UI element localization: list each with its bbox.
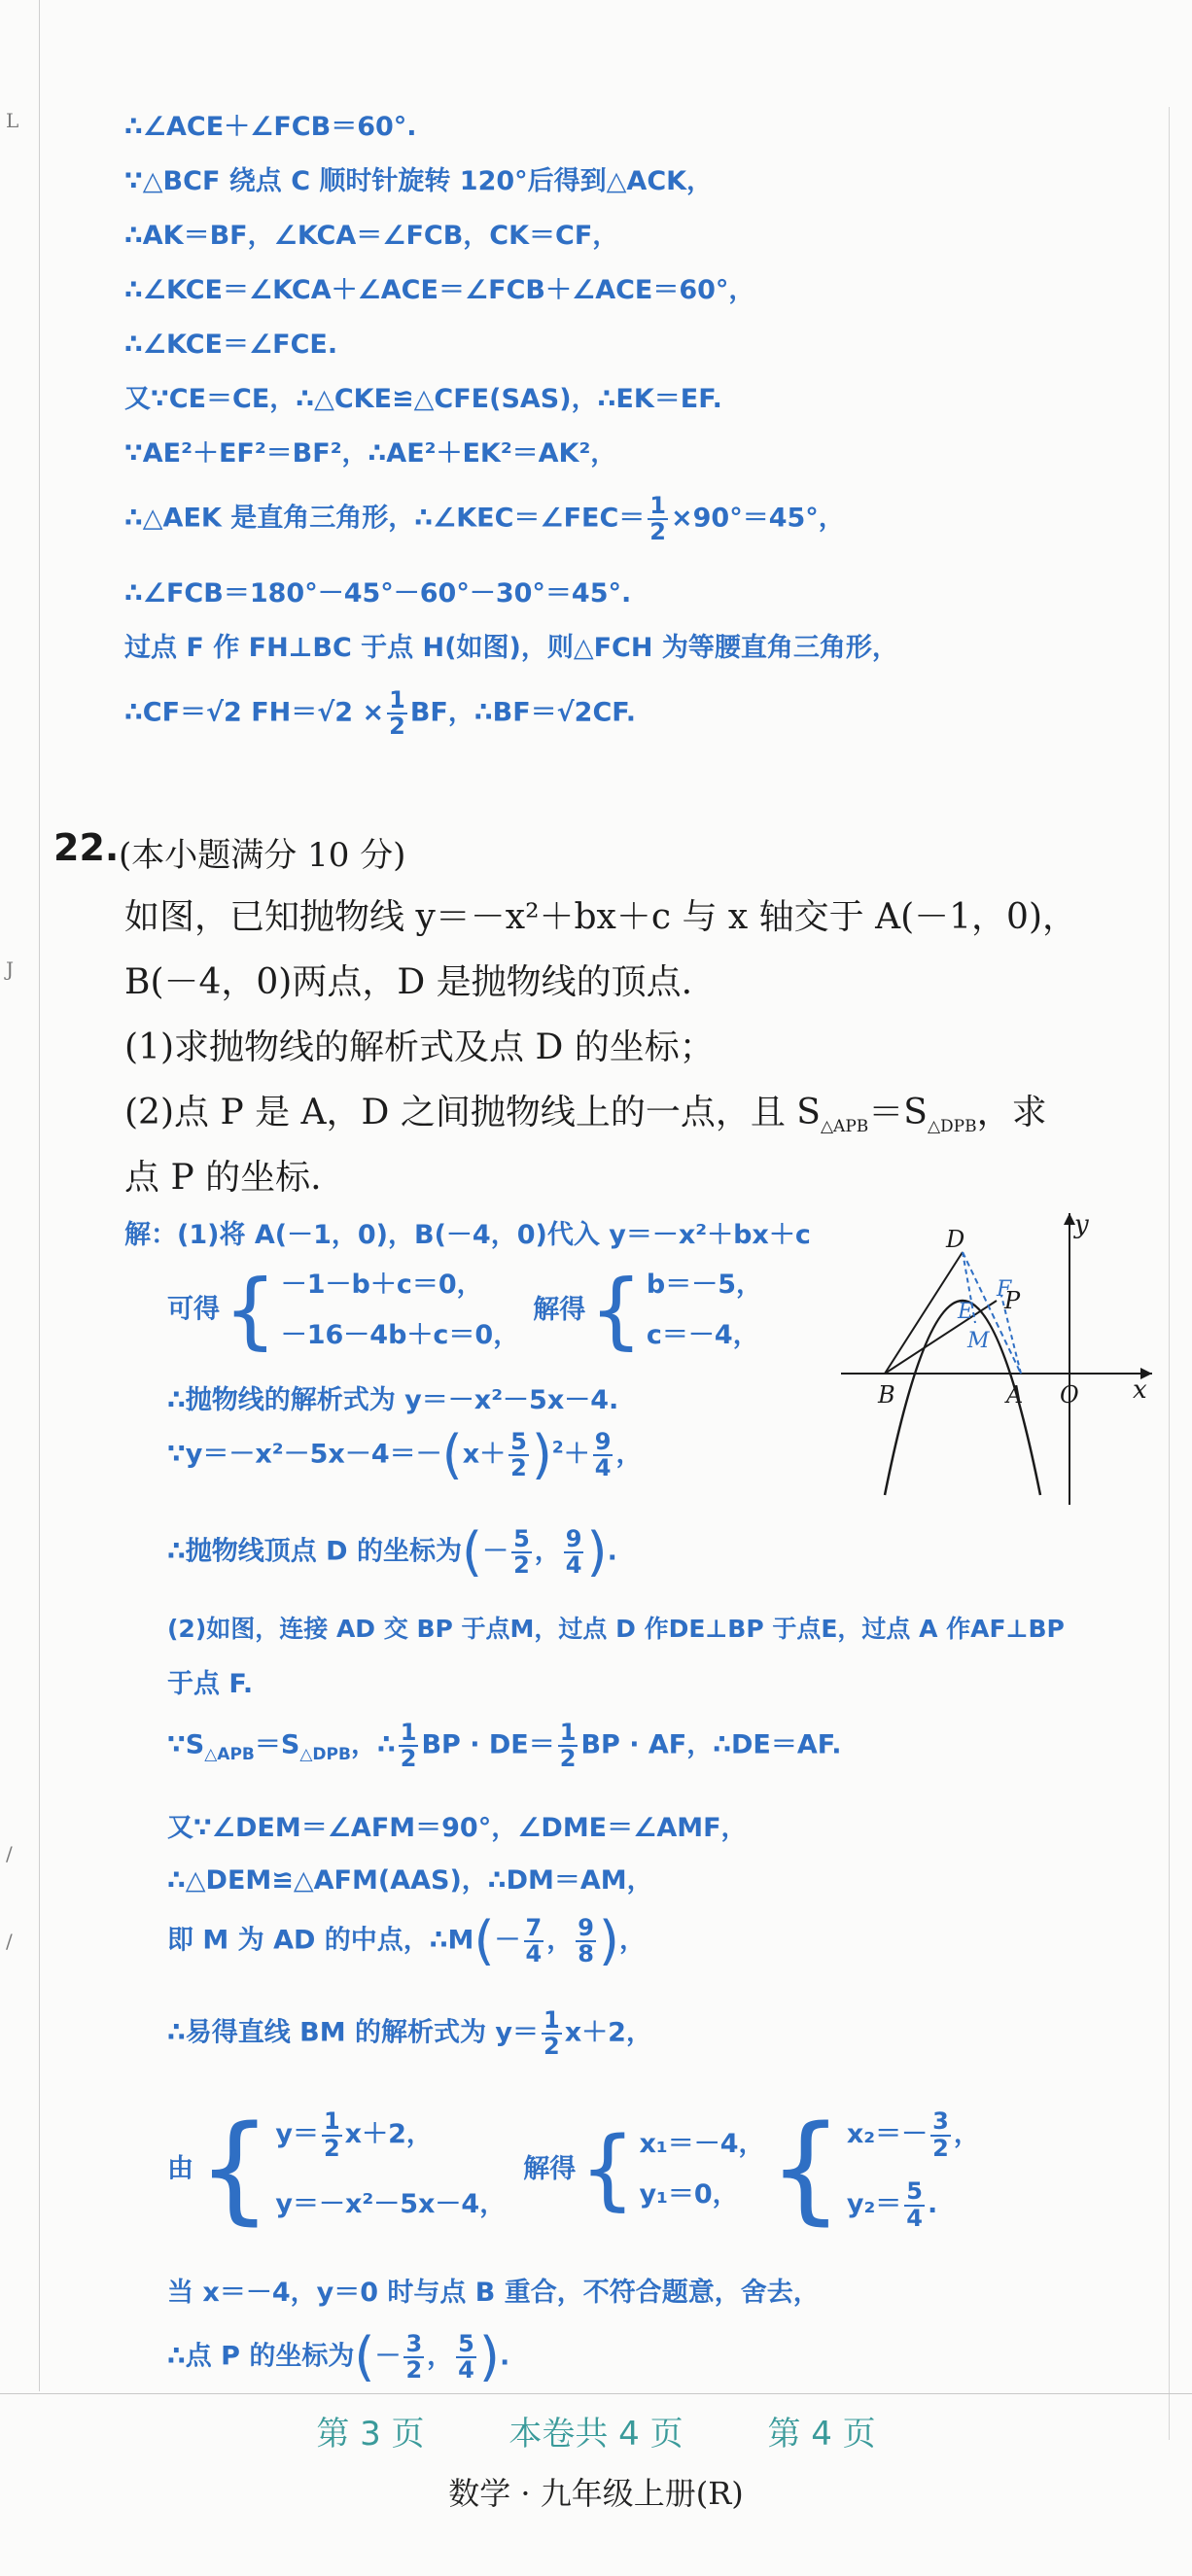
- numerator: 9: [578, 1913, 594, 1941]
- numerator: 7: [525, 1913, 543, 1941]
- subscript: △DPB: [299, 1745, 351, 1765]
- denominator: 8: [578, 1940, 594, 1967]
- fraction: [576, 1913, 596, 1967]
- text: ，: [534, 1536, 561, 1567]
- denominator: 4: [458, 2356, 474, 2384]
- solution-line-fraction: [124, 688, 636, 739]
- answer-intro: 解：(1)将 A(－1，0)，B(－4，0)代入 y＝－x²＋bx＋c: [124, 1220, 811, 1250]
- solution-line: ∴∠KCE＝∠FCE.: [124, 330, 338, 360]
- line-bm: [167, 2008, 652, 2059]
- margin-mark: /: [6, 1930, 13, 1953]
- text: ，: [615, 1439, 643, 1470]
- text: －: [374, 2341, 402, 2372]
- subscript: △APB: [820, 1117, 869, 1137]
- total-pages: 本卷共 4 页: [508, 2415, 684, 2454]
- text: ＝S: [254, 1729, 300, 1760]
- congruent-line: ∴△DEM≌△AFM(AAS)，∴DM＝AM，: [167, 1865, 653, 1896]
- numerator: 1: [400, 1719, 417, 1746]
- subscript: △DPB: [927, 1117, 977, 1137]
- text: x＋2，: [344, 2119, 433, 2149]
- question-part-2-line2: 点 P 的坐标.: [124, 1158, 322, 1198]
- numerator: 5: [458, 2329, 474, 2357]
- denominator: 2: [400, 1745, 417, 1773]
- page-edge-right: [1169, 107, 1170, 2440]
- paren: ): [598, 1910, 619, 1971]
- text: ，: [619, 1925, 646, 1956]
- solution: x₁＝－4，: [639, 2129, 765, 2159]
- solution: y₁＝0，: [639, 2179, 739, 2210]
- equation: －1－b＋c＝0，: [280, 1270, 483, 1300]
- fraction-half: [399, 1721, 419, 1771]
- system-equations: [275, 2100, 506, 2240]
- text: ∴CF＝√2 FH＝√2 ×: [124, 697, 385, 728]
- margin-mark: J: [6, 957, 15, 981]
- text: ∵y＝－x²－5x－4＝－: [167, 1439, 442, 1470]
- text: －: [482, 1536, 509, 1567]
- fraction-half: [387, 688, 407, 739]
- fraction: [593, 1427, 614, 1481]
- text: .: [928, 2189, 938, 2219]
- left-brace: {: [768, 2102, 843, 2237]
- fraction: [511, 1524, 532, 1579]
- margin-mark: L: [6, 109, 19, 132]
- denominator: 2: [323, 2134, 340, 2162]
- text: ，: [953, 2119, 980, 2149]
- text: ×90°＝45°，: [671, 503, 845, 534]
- denominator: 4: [594, 1454, 612, 1481]
- fraction: [403, 2329, 424, 2384]
- denominator: 2: [559, 1745, 577, 1773]
- angle-line: 又∵∠DEM＝∠AFM＝90°，∠DME＝∠AMF，: [167, 1813, 748, 1843]
- fraction-half: [322, 2109, 342, 2160]
- text: ，: [546, 1925, 574, 1956]
- text: y₂＝: [846, 2189, 902, 2219]
- fraction-half: [558, 1721, 578, 1771]
- solution-line: ∵△BCF 绕点 C 顺时针旋转 120°后得到△ACK，: [124, 166, 714, 196]
- paren: (: [441, 1424, 463, 1485]
- left-brace: {: [579, 2118, 636, 2220]
- equation: y＝－x²－5x－4，: [275, 2189, 507, 2219]
- fraction: [930, 2109, 951, 2160]
- part2-line: (2)如图，连接 AD 交 BP 于点M，过点 D 作DE⊥BP 于点E，过点 A 作AF⊥BP: [167, 1615, 1065, 1643]
- text: BP · DE＝: [421, 1729, 555, 1760]
- reject-line: 当 x＝－4，y＝0 时与点 B 重合，不符合题意，舍去，: [167, 2278, 820, 2308]
- denominator: 2: [649, 518, 666, 546]
- text: ，: [427, 2341, 454, 2372]
- fraction: [524, 1913, 544, 1967]
- solution-line-fraction: [124, 494, 845, 544]
- fraction: [456, 2329, 476, 2384]
- parabola-expression: ∴抛物线的解析式为 y＝－x²－5x－4.: [167, 1385, 619, 1415]
- solution-pair-2: [847, 2100, 980, 2240]
- numerator: 3: [932, 2107, 949, 2136]
- solution: c＝－4，: [646, 1320, 759, 1350]
- text: 即 M 为 AD 的中点，∴M: [167, 1925, 474, 1956]
- system-equations: [281, 1260, 519, 1361]
- fraction: [904, 2179, 925, 2230]
- question-number: 22.: [53, 826, 120, 869]
- point-B-label: B: [878, 1381, 895, 1409]
- origin-label: O: [1060, 1381, 1079, 1409]
- solution-pair-1: [639, 2119, 764, 2220]
- denominator: 4: [525, 1940, 543, 1967]
- denominator: 4: [565, 1551, 582, 1579]
- text: ∴点 P 的坐标为: [167, 2341, 355, 2372]
- text: ＋: [563, 1439, 590, 1470]
- footer-page-info: [0, 2407, 1192, 2454]
- fraction-half: [542, 2008, 562, 2059]
- paren: (: [462, 1521, 483, 1583]
- question-stem-line: B(－4，0)两点，D 是抛物线的顶点.: [124, 962, 693, 1002]
- text: BF，∴BF＝√2CF.: [409, 697, 636, 728]
- page-edge-left: [39, 0, 40, 2391]
- vertex-coordinates-line: [167, 1521, 617, 1583]
- solution-line: ∵AE²＋EF²＝BF²，∴AE²＋EK²＝AK²，: [124, 438, 617, 469]
- midpoint-line: [167, 1910, 646, 1971]
- footer-subject: 数学 · 九年级上册(R): [448, 2475, 744, 2512]
- current-page: 第 3 页: [316, 2415, 425, 2454]
- next-page: 第 4 页: [767, 2415, 876, 2454]
- text: ∴易得直线 BM 的解析式为 y＝: [167, 2017, 540, 2048]
- fraction: [564, 1524, 584, 1579]
- superscript: 2: [551, 1438, 564, 1458]
- question-score: (本小题满分 10 分): [119, 836, 406, 875]
- solution: b＝－5，: [646, 1270, 763, 1300]
- equation: [275, 2100, 506, 2170]
- solution: [847, 2100, 980, 2170]
- fraction-half: [648, 494, 668, 544]
- solution-line: ∴∠ACE＋∠FCB＝60°.: [124, 112, 417, 142]
- paren: (: [354, 2326, 375, 2387]
- denominator: 2: [405, 2356, 423, 2384]
- text: .: [499, 2341, 510, 2372]
- point-F-label: F: [997, 1277, 1012, 1302]
- solution-line: 过点 F 作 FH⊥BC 于点 H(如图)，则△FCH 为等腰直角三角形，: [124, 633, 898, 663]
- numerator: 1: [323, 2107, 340, 2136]
- text: ∴△AEK 是直角三角形，∴∠KEC＝∠FEC＝: [124, 503, 646, 534]
- denominator: 2: [543, 2033, 560, 2061]
- point-D-label: D: [946, 1226, 965, 1253]
- text: x₂＝－: [846, 2119, 929, 2149]
- point-E-label: E: [958, 1300, 974, 1324]
- solution-line: ∴∠FCB＝180°－45°－60°－30°＝45°.: [124, 578, 632, 609]
- denominator: 2: [513, 1551, 530, 1579]
- numerator: 1: [543, 2006, 560, 2034]
- fraction: [508, 1427, 529, 1481]
- numerator: 5: [513, 1524, 530, 1552]
- equation: －16－4b＋c＝0，: [280, 1320, 520, 1350]
- text: 解得: [533, 1294, 586, 1325]
- text: x＋: [462, 1439, 507, 1470]
- numerator: 5: [906, 2177, 923, 2206]
- footer-divider: [0, 2393, 1192, 2394]
- equation-system-2: [167, 2100, 980, 2240]
- part2-line: 于点 F.: [167, 1669, 254, 1699]
- text: ，求: [976, 1093, 1047, 1132]
- y-axis-label: y: [1074, 1210, 1089, 1239]
- text: (2)点 P 是 A，D 之间抛物线上的一点，且 S: [124, 1093, 821, 1132]
- paren: (: [473, 1910, 495, 1971]
- denominator: 4: [906, 2204, 923, 2232]
- parabola-figure: [831, 1203, 1162, 1510]
- paren: ): [478, 2326, 500, 2387]
- numerator: 1: [389, 686, 405, 714]
- numerator: 1: [559, 1719, 577, 1746]
- text: BP · AF，∴DE＝AF.: [580, 1729, 842, 1760]
- text: 由: [167, 2153, 193, 2184]
- denominator: 2: [389, 713, 405, 741]
- point-P-label: P: [1004, 1287, 1021, 1314]
- point-M-label: M: [967, 1329, 990, 1353]
- numerator: 5: [510, 1427, 527, 1455]
- denominator: 2: [510, 1454, 527, 1481]
- x-axis-label: x: [1133, 1375, 1147, 1405]
- text: ∴抛物线顶点 D 的坐标为: [167, 1536, 462, 1567]
- margin-mark: /: [6, 1842, 13, 1865]
- text: x＋2，: [564, 2017, 652, 2048]
- solution-line: ∴∠KCE＝∠KCA＋∠ACE＝∠FCB＋∠ACE＝60°，: [124, 275, 755, 305]
- text: ＝S: [868, 1093, 928, 1132]
- denominator: 2: [932, 2134, 949, 2162]
- segment-BD: [885, 1252, 963, 1374]
- system-solutions: [647, 1260, 762, 1361]
- numerator: 3: [405, 2329, 423, 2357]
- area-equation-line: [167, 1721, 841, 1771]
- paren: ): [531, 1424, 552, 1485]
- point-A-label: A: [1006, 1381, 1024, 1409]
- text: ∵S: [167, 1729, 205, 1760]
- text: 可得: [167, 1294, 220, 1325]
- solution-line: 又∵CE＝CE，∴△CKE≌△CFE(SAS)，∴EK＝EF.: [124, 384, 722, 414]
- subscript: △APB: [204, 1745, 255, 1765]
- text: －: [494, 1925, 521, 1956]
- text: .: [607, 1536, 617, 1567]
- left-brace: {: [224, 1262, 277, 1359]
- question-part-2: [124, 1085, 1047, 1136]
- text: ，∴: [350, 1729, 396, 1760]
- left-brace: {: [589, 1262, 643, 1359]
- question-stem-line: 如图，已知抛物线 y＝－x²＋bx＋c 与 x 轴交于 A(－1，0)，: [124, 897, 1077, 937]
- left-brace: {: [197, 2102, 272, 2237]
- text: 解得: [523, 2153, 577, 2184]
- question-part-1: (1)求抛物线的解析式及点 D 的坐标；: [124, 1027, 715, 1067]
- numerator: 9: [594, 1427, 612, 1455]
- numerator: 9: [565, 1524, 582, 1552]
- vertex-form-line: [167, 1424, 643, 1485]
- solution-line: ∴AK＝BF，∠KCA＝∠FCB，CK＝CF，: [124, 221, 619, 251]
- equation-system-1: [167, 1260, 762, 1361]
- solution: [847, 2170, 980, 2240]
- text: y＝: [275, 2119, 319, 2149]
- paren: ): [586, 1521, 608, 1583]
- numerator: 1: [649, 492, 666, 519]
- final-answer-line: [167, 2326, 510, 2387]
